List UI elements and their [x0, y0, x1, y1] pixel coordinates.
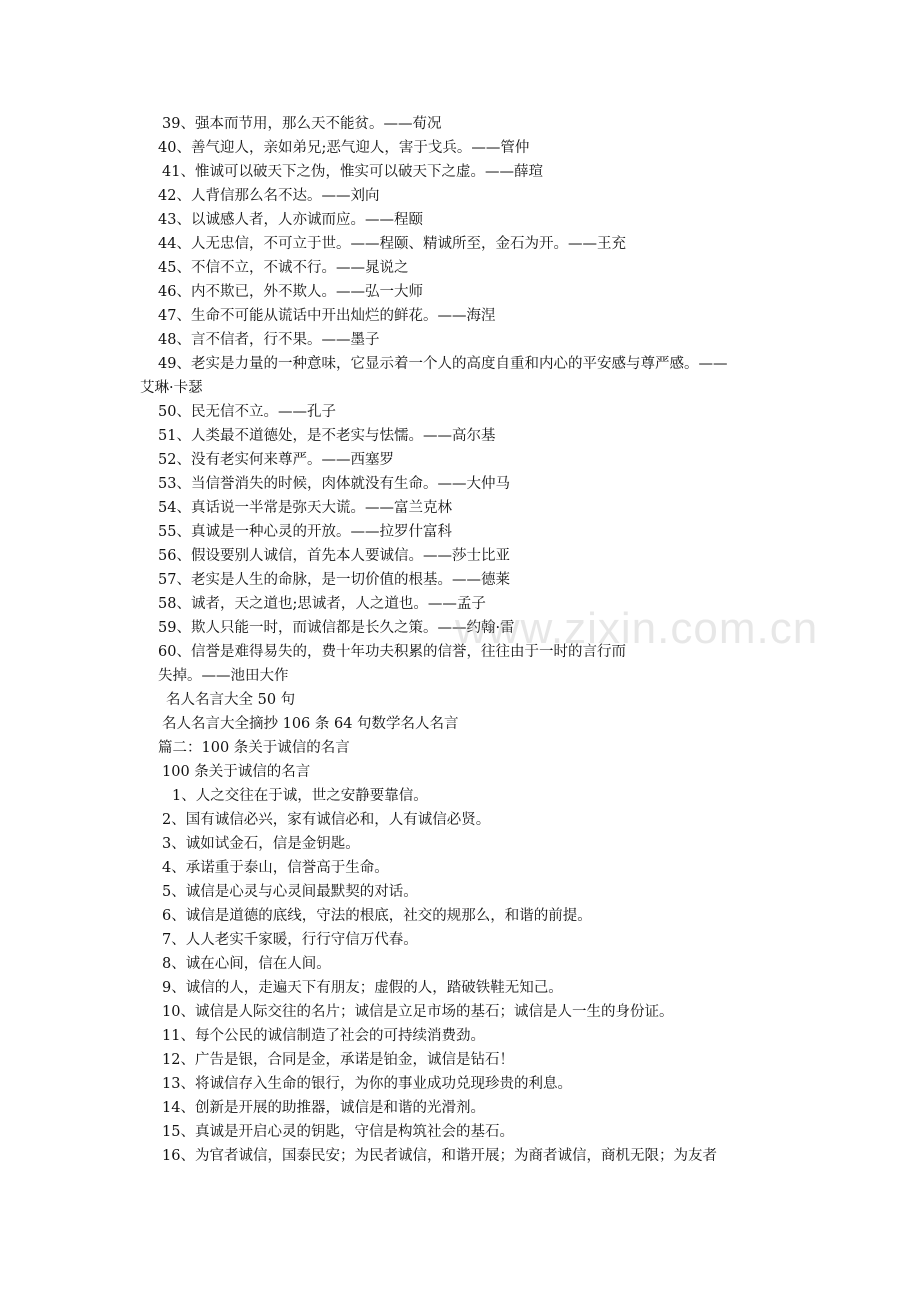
text-line: 1、人之交往在于诚，世之安静要靠信。 — [172, 788, 428, 804]
text-line: 49、老实是力量的一种意味，它显示着一个人的高度自重和内心的平安感与尊严感。—— — [158, 356, 728, 372]
text-line: 8、诚在心间，信在人间。 — [162, 956, 331, 972]
text-line: 47、生命不可能从谎话中开出灿烂的鲜花。——海涅 — [158, 308, 496, 324]
text-line: 55、真诚是一种心灵的开放。——拉罗什富科 — [158, 524, 452, 540]
text-line: 4、承诺重于泰山，信誉高于生命。 — [162, 860, 389, 876]
text-line: 60、信誉是难得易失的，费十年功夫积累的信誉，往往由于一时的言行而 — [158, 644, 626, 660]
text-line: 40、善气迎人，亲如弟兄;恶气迎人，害于戈兵。——管仲 — [158, 140, 530, 156]
text-line: 43、以诚感人者，人亦诚而应。——程颐 — [158, 212, 423, 228]
watermark: www.zixin.com.cn — [455, 604, 819, 653]
text-line: 名人名言大全摘抄 106 条 64 句数学名人名言 — [162, 716, 459, 732]
text-line: 16、为官者诚信，国泰民安；为民者诚信，和谐开展；为商者诚信，商机无限；为友者 — [162, 1148, 717, 1164]
text-line: 42、人背信那么名不达。——刘向 — [158, 188, 380, 204]
text-line: 14、创新是开展的助推器，诚信是和谐的光滑剂。 — [162, 1100, 485, 1116]
text-line: 58、诚者，天之道也;思诚者，人之道也。——孟子 — [158, 596, 486, 612]
text-line: 6、诚信是道德的底线，守法的根底，社交的规那么，和谐的前提。 — [162, 908, 592, 924]
text-line: 44、人无忠信，不可立于世。——程颐、精诚所至，金石为开。——王充 — [158, 236, 626, 252]
text-line: 艾琳·卡瑟 — [140, 380, 203, 396]
text-line: 57、老实是人生的命脉，是一切价值的根基。——德莱 — [158, 572, 510, 588]
text-line: 15、真诚是开启心灵的钥匙，守信是构筑社会的基石。 — [162, 1124, 514, 1140]
text-line: 10、诚信是人际交往的名片；诚信是立足市场的基石；诚信是人一生的身份证。 — [162, 1004, 674, 1020]
text-line: 39、强本而节用，那么天不能贫。——荀况 — [162, 116, 442, 132]
text-line: 56、假设要别人诚信，首先本人要诚信。——莎士比亚 — [158, 548, 510, 564]
text-line: 篇二：100 条关于诚信的名言 — [158, 740, 350, 756]
text-line: 53、当信誉消失的时候，肉体就没有生命。——大仲马 — [158, 476, 510, 492]
text-line: 100 条关于诚信的名言 — [162, 764, 311, 780]
text-line: 51、人类最不道德处，是不老实与怯懦。——高尔基 — [158, 428, 496, 444]
text-line: 13、将诚信存入生命的银行，为你的事业成功兑现珍贵的利息。 — [162, 1076, 572, 1092]
text-line: 12、广告是银，合同是金，承诺是铂金，诚信是钻石！ — [162, 1052, 514, 1068]
text-line: 46、内不欺已，外不欺人。——弘一大师 — [158, 284, 423, 300]
text-line: 45、不信不立，不诚不行。——晁说之 — [158, 260, 409, 276]
text-line: 9、诚信的人，走遍天下有朋友；虚假的人，踏破铁鞋无知己。 — [162, 980, 563, 996]
text-line: 54、真话说一半常是弥天大谎。——富兰克林 — [158, 500, 452, 516]
text-line: 41、惟诚可以破天下之伪，惟实可以破天下之虚。——薛瑄 — [162, 164, 543, 180]
text-line: 7、人人老实千家暖，行行守信万代春。 — [162, 932, 418, 948]
text-line: 3、诚如试金石，信是金钥匙。 — [162, 836, 360, 852]
text-line: 59、欺人只能一时，而诚信都是长久之策。——约翰·雷 — [158, 620, 515, 636]
text-line: 名人名言大全 50 句 — [166, 692, 296, 708]
text-line: 48、言不信者，行不果。——墨子 — [158, 332, 380, 348]
text-line: 52、没有老实何来尊严。——西塞罗 — [158, 452, 394, 468]
text-line: 50、民无信不立。——孔子 — [158, 404, 336, 420]
text-line: 2、国有诚信必兴，家有诚信必和，人有诚信必贤。 — [162, 812, 491, 828]
text-line: 5、诚信是心灵与心灵间最默契的对话。 — [162, 884, 418, 900]
text-line: 失掉。——池田大作 — [158, 668, 289, 684]
text-line: 11、每个公民的诚信制造了社会的可持续消费劲。 — [162, 1028, 485, 1044]
